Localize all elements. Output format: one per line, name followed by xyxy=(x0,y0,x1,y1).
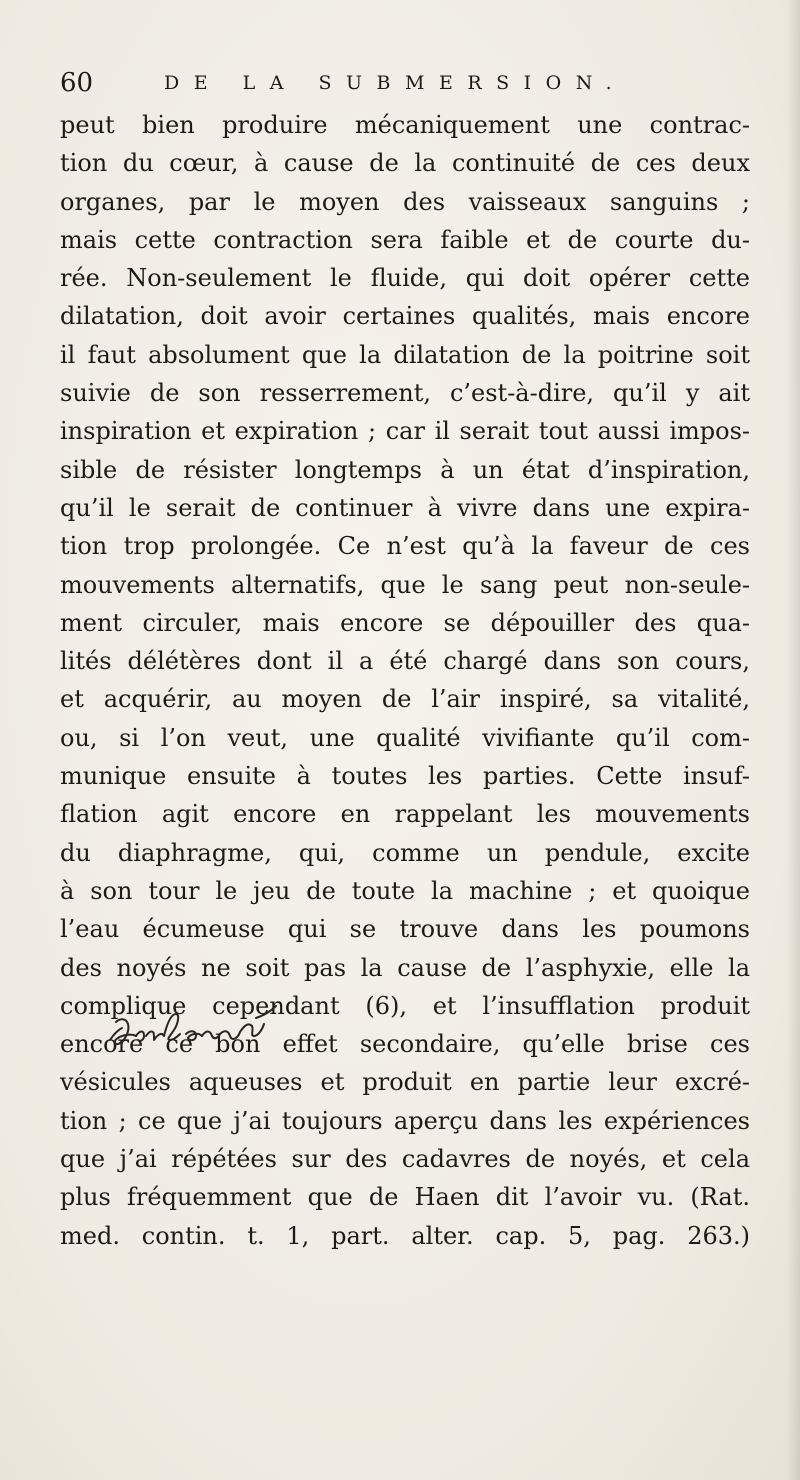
text-line: rée. Non-seulement le fluide, qui doit opérer cette xyxy=(60,264,750,293)
text-line: munique ensuite à toutes les parties. Cette insuf- xyxy=(60,762,750,791)
text-line: mais cette contraction sera faible et de courte du- xyxy=(60,225,750,254)
text-line: tion trop prolongée. Ce n’est qu’à la faveur de ces xyxy=(60,532,750,561)
text-line: suivie de son resserrement, c’est-à-dire, qu’il y ait xyxy=(60,379,750,408)
text-line: sible de résister longtemps à un état d’inspiration, xyxy=(60,455,750,484)
text-line: flation agit encore en rappelant les mouvements xyxy=(60,800,750,829)
text-line: que j’ai répétées sur des cadavres de noyés, et cela xyxy=(60,1145,750,1174)
text-line: du diaphragme, qui, comme un pendule, excite xyxy=(60,838,750,867)
body-text xyxy=(60,106,750,1255)
page-edge-shadow xyxy=(786,0,800,1480)
text-line: tion du cœur, à cause de la continuité de ces deux xyxy=(60,149,750,178)
text-line: encore ce bon effet secondaire, qu’elle brise ces xyxy=(60,1030,750,1059)
text-line: tion ; ce que j’ai toujours aperçu dans les expériences xyxy=(60,1106,750,1135)
text-line: complique cependant (6), et l’insufflation produit xyxy=(60,991,750,1020)
text-line: des noyés ne soit pas la cause de l’asphyxie, elle la xyxy=(60,953,750,982)
text-line: inspiration et expiration ; car il serait tout aussi impos- xyxy=(60,417,750,446)
text-line: mouvements alternatifs, que le sang peut non-seule- xyxy=(60,570,750,599)
text-line: et acquérir, au moyen de l’air inspiré, sa vitalité, xyxy=(60,685,750,714)
text-line: il faut absolument que la dilatation de la poitrine soit xyxy=(60,340,750,369)
text-line: ou, si l’on veut, une qualité vivifiante qu’il com- xyxy=(60,723,750,752)
text-line: ment circuler, mais encore se dépouiller des qua- xyxy=(60,608,750,637)
text-line: plus fréquemment que de Haen dit l’avoir vu. (Rat. xyxy=(60,1183,750,1212)
text-line: à son tour le jeu de toute la machine ; et quoique xyxy=(60,876,750,905)
text-line: med. contin. t. 1, part. alter. cap. 5, pag. 263.) xyxy=(60,1221,750,1250)
text-line: vésicules aqueuses et produit en partie leur excré- xyxy=(60,1068,750,1097)
running-head: DE LA SUBMERSION. xyxy=(164,72,627,94)
text-line: organes, par le moyen des vaisseaux sanguins ; xyxy=(60,187,750,216)
text-line: lités délétères dont il a été chargé dans son cours, xyxy=(60,647,750,676)
text-line: l’eau écumeuse qui se trouve dans les poumons xyxy=(60,915,750,944)
handwritten-signature xyxy=(106,1000,286,1050)
text-line: dilatation, doit avoir certaines qualités, mais encore xyxy=(60,302,750,331)
text-line: qu’il le serait de continuer à vivre dans une expira- xyxy=(60,493,750,522)
page-header xyxy=(60,64,750,104)
page-number: 60 xyxy=(60,68,94,98)
text-line: peut bien produire mécaniquement une contrac- xyxy=(60,111,750,139)
